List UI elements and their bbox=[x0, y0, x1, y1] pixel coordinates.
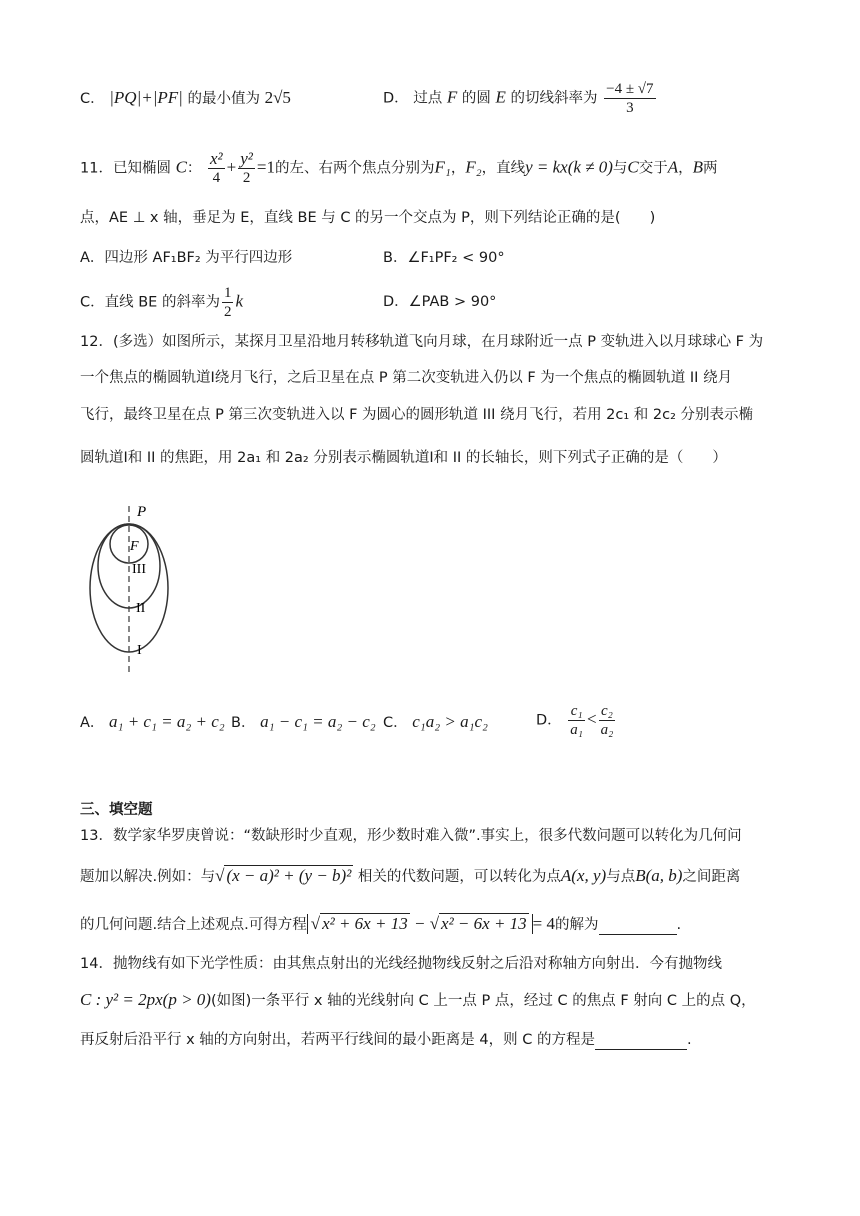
option-text: 的圆 bbox=[461, 90, 491, 107]
ellipse-fraction-y bbox=[238, 150, 255, 187]
math-var: C bbox=[627, 157, 639, 177]
q11-stem-line2: 点，AE ⊥ x 轴，垂足为 E，直线 BE 与 C 的另一个交点为 P，则下列结论正确的是( ) bbox=[80, 210, 656, 226]
fraction-denominator: 4 bbox=[212, 170, 221, 186]
math-expression: y = kx(k ≠ 0) bbox=[525, 157, 613, 177]
stem-text: 题加以解决.例如：与 bbox=[80, 869, 216, 885]
option-text: 的切线斜率为 bbox=[510, 90, 598, 107]
fraction-denominator: a₂ bbox=[600, 722, 614, 738]
math-var: E bbox=[495, 87, 506, 107]
stem-text: 的左、右两个焦点分别为 bbox=[275, 160, 435, 177]
point-P-label: P bbox=[137, 504, 147, 520]
fraction-denominator: a₁ bbox=[570, 722, 583, 738]
math-op: + bbox=[226, 157, 237, 177]
fraction-denominator: 2 bbox=[223, 304, 232, 320]
option-label: A． bbox=[80, 715, 105, 731]
q11-stem-line1 bbox=[80, 150, 718, 187]
option-label: C． bbox=[80, 91, 105, 107]
punct: . bbox=[686, 1032, 692, 1048]
option-label: D． bbox=[383, 90, 409, 107]
q12-stem-line2: 一个焦点的椭圆轨道Ⅰ绕月飞行，之后卫星在点 P 第二次变轨进入仍以 F 为一个焦点的椭圆轨道 II 绕月 bbox=[80, 370, 733, 386]
punct: . bbox=[676, 917, 682, 933]
math-expression: a₁ − c₁ = a₂ − c₂ bbox=[260, 712, 376, 731]
orbit-II-label: II bbox=[136, 601, 146, 616]
question-number: 11． bbox=[80, 160, 113, 177]
q13-stem-line2: 题加以解决.例如：与√ (x − a)² + (y − b)² 相关的代数问题，可以转化为点A(x, y)与点B(a, b)之间距离 bbox=[80, 866, 741, 885]
fraction-numerator: −4 ± √7 bbox=[606, 81, 654, 97]
math-var: A bbox=[667, 157, 679, 177]
q12-stem-line3: 飞行，最终卫星在点 P 第三次变轨进入以 F 为圆心的圆形轨道 III 绕月飞行，若用 2c₁ 和 2c₂ 分别表示椭 bbox=[80, 407, 754, 423]
stem-text: 已知椭圆 bbox=[112, 160, 171, 177]
math-op: =1 bbox=[256, 157, 276, 177]
math-expression: c₁a₂ > a₁c₂ bbox=[412, 712, 488, 731]
fraction-c1-a1 bbox=[568, 702, 585, 739]
stem-text: 两 bbox=[703, 160, 718, 177]
sqrt-expression: x² − 6x + 13 bbox=[441, 914, 527, 933]
math-value: 2√5 bbox=[264, 88, 291, 107]
stem-text: 之间距离 bbox=[682, 869, 741, 885]
fraction-numerator: 1 bbox=[223, 285, 232, 301]
q14-stem-line1: 14．抛物线有如下光学性质：由其焦点射出的光线经抛物线反射之后沿对称轴方向射出．今有抛物线 bbox=[80, 956, 722, 972]
stem-text: 交于 bbox=[638, 160, 668, 177]
stem-text: 再反射后沿平行 x 轴的方向射出，若两平行线间的最小距离是 4，则 C 的方程是 bbox=[80, 1032, 595, 1048]
sqrt-expression: x² + 6x + 13 bbox=[322, 914, 408, 933]
option-text: C．直线 BE 的斜率为 bbox=[80, 294, 220, 311]
math-expression: a₁ + c₁ = a₂ + c₂ bbox=[109, 712, 225, 731]
q12-stem-line1: 12．(多选）如图所示，某探月卫星沿地月转移轨道飞向月球，在月球附近一点 P 变轨进入以月球球心 F 为 bbox=[80, 334, 764, 350]
point-F-label: F bbox=[130, 539, 139, 554]
answer-blank[interactable] bbox=[599, 918, 677, 935]
math-op: − bbox=[413, 914, 426, 933]
q12-option-a bbox=[80, 712, 225, 733]
math-var: k bbox=[235, 291, 243, 311]
stem-text: 与点 bbox=[606, 869, 636, 885]
punct: ， bbox=[450, 160, 466, 177]
q10-option-d bbox=[383, 80, 658, 117]
math-var: B bbox=[692, 157, 704, 177]
point-A: A(x, y) bbox=[560, 866, 607, 885]
fraction-denominator: 3 bbox=[626, 100, 634, 116]
math-var: F₁ bbox=[434, 157, 451, 177]
fraction-numerator: c₂ bbox=[599, 702, 616, 721]
fraction-numerator: y² bbox=[240, 149, 253, 168]
stem-text: 相关的代数问题，可以转化为点 bbox=[357, 869, 561, 885]
q13-stem-line1: 13．数学家华罗庚曾说：“数缺形时少直观，形少数时难入微”.事实上，很多代数问题可以转化为几何问 bbox=[80, 828, 742, 844]
stem-text: 与 bbox=[612, 160, 628, 177]
option-label: C． bbox=[383, 715, 408, 731]
fraction-denominator: 2 bbox=[242, 170, 251, 186]
stem-text: ，直线 bbox=[481, 160, 526, 177]
q11-option-d: D．∠PAB > 90° bbox=[383, 294, 497, 310]
math-expression: |PQ|+|PF| bbox=[109, 88, 183, 107]
q12-option-c bbox=[383, 712, 488, 733]
slope-fraction bbox=[604, 80, 655, 117]
sqrt-expression: (x − a)² + (y − b)² bbox=[226, 866, 352, 885]
q14-stem-line2 bbox=[80, 990, 756, 1011]
point-B: B(a, b) bbox=[635, 866, 683, 885]
q13-stem-line3 bbox=[80, 914, 681, 935]
math-var: F bbox=[446, 87, 458, 107]
punct: ： bbox=[186, 160, 202, 177]
answer-blank[interactable] bbox=[595, 1033, 687, 1050]
orbit-figure bbox=[84, 496, 174, 674]
stem-text: 的几何问题.结合上述观点.可得方程 bbox=[80, 917, 307, 933]
fraction-numerator: c₁ bbox=[568, 702, 585, 721]
q12-option-b bbox=[231, 712, 376, 733]
q11-option-b: B．∠F₁PF₂ < 90° bbox=[383, 250, 505, 266]
q11-option-c bbox=[80, 284, 243, 321]
q12-stem-line4: 圆轨道Ⅰ和 II 的焦距，用 2a₁ 和 2a₂ 分别表示椭圆轨道Ⅰ和 II 的长轴长，则下列式子正确的是（ ） bbox=[80, 450, 727, 466]
math-op: < bbox=[587, 709, 597, 729]
orbit-I-label: I bbox=[137, 643, 142, 658]
section-title: 三、填空题 bbox=[80, 802, 153, 818]
math-op: = 4 bbox=[532, 914, 556, 933]
stem-text: 的解为 bbox=[555, 917, 599, 933]
option-text: 过点 bbox=[413, 90, 443, 107]
q14-stem-line3 bbox=[80, 1030, 692, 1050]
option-text: 的最小值为 bbox=[187, 91, 260, 107]
q12-option-d bbox=[536, 702, 617, 739]
fraction-c2-a2 bbox=[599, 702, 616, 739]
q10-option-c bbox=[80, 88, 291, 109]
ellipse-fraction-x bbox=[208, 150, 225, 187]
punct: ， bbox=[678, 160, 693, 177]
parabola-equation: C : y² = 2px(p > 0) bbox=[80, 990, 211, 1009]
orbit-III-label: III bbox=[132, 562, 146, 577]
option-label: D． bbox=[536, 712, 562, 729]
math-var: C bbox=[175, 157, 187, 177]
stem-text: (如图)一条平行 x 轴的光线射向 C 上一点 P 点，经过 C 的焦点 F 射向 C 上的点 Q， bbox=[210, 993, 756, 1009]
fraction-numerator: x² bbox=[210, 149, 223, 168]
math-var: F₂ bbox=[465, 157, 482, 177]
half-fraction bbox=[222, 284, 234, 321]
option-label: B． bbox=[231, 715, 256, 731]
absolute-value-expression: √ x² + 6x + 13 − √ x² − 6x + 13 bbox=[307, 914, 533, 934]
q11-option-a: A．四边形 AF₁BF₂ 为平行四边形 bbox=[80, 250, 293, 266]
